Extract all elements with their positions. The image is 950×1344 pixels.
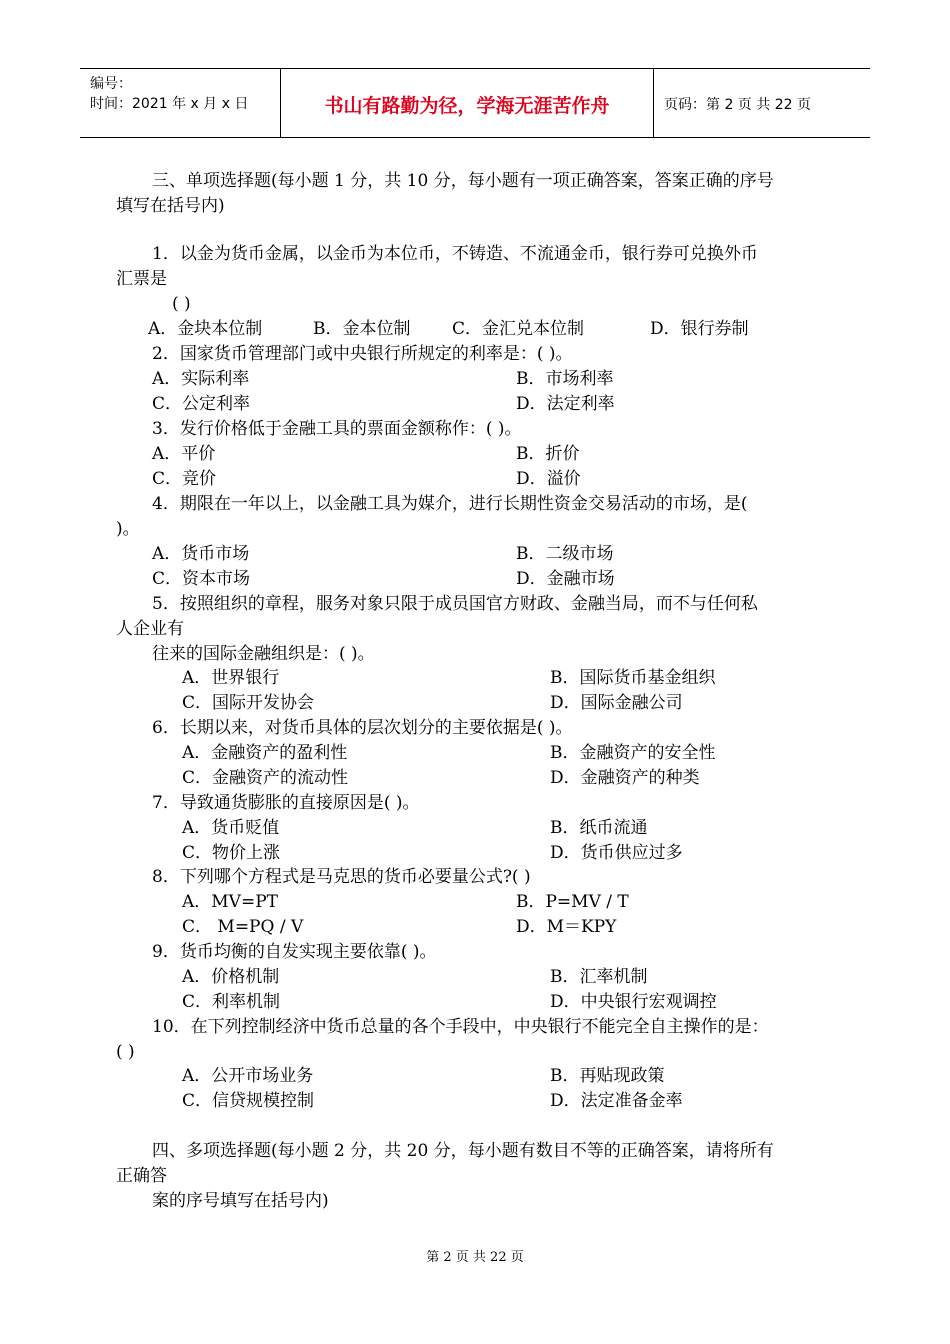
question-4-option-d: D．金融市场 (516, 569, 615, 589)
question-8-stem: 8．下列哪个方程式是马克思的货币必要量公式?( ) (152, 867, 531, 887)
question-5-stem-line3: 往来的国际金融组织是：( )。 (152, 644, 375, 664)
header-page-info: 页码：第 2 页 共 22 页 (664, 97, 811, 113)
question-3-option-a: A．平价 (152, 444, 216, 464)
question-1-option-c: C．金汇兑本位制 (452, 319, 585, 339)
question-6-option-b: B．金融资产的安全性 (550, 743, 716, 763)
question-7-option-c: C．物价上涨 (182, 843, 281, 863)
question-2-stem: 2．国家货币管理部门或中央银行所规定的利率是：( )。 (152, 344, 573, 364)
question-5-stem-line1: 5．按照组织的章程，服务对象只限于成员国官方财政、金融当局，而不与任何私 (152, 594, 758, 614)
header-motto-cell (281, 69, 654, 137)
question-10-stem-line2: ( ) (116, 1042, 135, 1062)
question-1-blank: ( ) (172, 294, 191, 314)
question-1-stem-line1: 1．以金为货币金属，以金币为本位币，不铸造、不流通金币，银行券可兑换外币 (152, 244, 758, 264)
header-page-cell (654, 69, 870, 137)
question-4-stem-line2: )。 (116, 519, 140, 539)
question-2-option-b: B．市场利率 (516, 369, 614, 389)
question-6-option-d: D．金融资产的种类 (550, 768, 700, 788)
question-3-option-b: B．折价 (516, 444, 580, 464)
question-10-option-a: A．公开市场业务 (182, 1066, 314, 1086)
question-7-option-b: B．纸币流通 (550, 818, 648, 838)
header-left-cell (80, 69, 281, 137)
question-9-option-c: C．利率机制 (182, 992, 281, 1012)
question-10-option-c: C．信贷规模控制 (182, 1091, 315, 1111)
question-9-option-b: B．汇率机制 (550, 967, 648, 987)
question-8-option-b: B．P=MV / T (516, 892, 629, 912)
question-5-stem-line2: 人企业有 (116, 619, 184, 639)
question-4-stem-line1: 4．期限在一年以上，以金融工具为媒介，进行长期性资金交易活动的市场，是( (152, 494, 748, 514)
question-1-option-a: A．金块本位制 (148, 319, 263, 339)
question-2-option-d: D．法定利率 (516, 394, 615, 414)
section4-title-line3: 案的序号填写在括号内) (152, 1191, 329, 1211)
question-7-stem: 7．导致通货膨胀的直接原因是( )。 (152, 793, 420, 813)
question-9-stem: 9．货币均衡的自发实现主要依靠( )。 (152, 942, 437, 962)
question-3-option-c: C．竞价 (152, 469, 217, 489)
question-1-stem-line2: 汇票是 (116, 269, 167, 289)
question-5-option-c: C．国际开发协会 (182, 693, 315, 713)
question-5-option-b: B．国际货币基金组织 (550, 668, 716, 688)
document-header (80, 68, 870, 138)
question-1-option-b: B．金本位制 (313, 319, 411, 339)
serial-label: 编号： (90, 76, 132, 92)
question-10-option-d: D．法定准备金率 (550, 1091, 683, 1111)
question-8-option-c: C． M=PQ / V (182, 917, 304, 937)
page-footer: 第 2 页 共 22 页 (426, 1250, 524, 1265)
question-9-option-a: A．价格机制 (182, 967, 280, 987)
section4-title-line2: 正确答 (116, 1166, 167, 1186)
section3-title-line1: 三、单项选择题(每小题 1 分，共 10 分，每小题有一项正确答案，答案正确的序号 (152, 171, 774, 191)
question-9-option-d: D．中央银行宏观调控 (550, 992, 717, 1012)
question-1-option-d: D．银行券制 (650, 319, 749, 339)
question-7-option-d: D．货币供应过多 (550, 843, 683, 863)
question-4-option-a: A．货币市场 (152, 544, 250, 564)
question-8-option-a: A．MV=PT (182, 892, 278, 912)
question-5-option-d: D．国际金融公司 (550, 693, 683, 713)
question-2-option-c: C．公定利率 (152, 394, 251, 414)
time-label: 时间：2021 年 x 月 x 日 (90, 96, 249, 112)
question-6-option-a: A．金融资产的盈利性 (182, 743, 348, 763)
question-3-stem: 3．发行价格低于金融工具的票面金额称作：( )。 (152, 419, 522, 439)
question-6-stem: 6．长期以来，对货币具体的层次划分的主要依据是( )。 (152, 718, 573, 738)
question-8-option-d: D．M＝KPY (516, 917, 617, 937)
section4-title-line1: 四、多项选择题(每小题 2 分，共 20 分，每小题有数目不等的正确答案，请将所有 (152, 1141, 774, 1161)
question-10-stem-line1: 10．在下列控制经济中货币总量的各个手段中，中央银行不能完全自主操作的是： (152, 1017, 769, 1037)
question-3-option-d: D．溢价 (516, 469, 581, 489)
section3-title-line2: 填写在括号内) (116, 196, 225, 216)
question-10-option-b: B．再贴现政策 (550, 1066, 665, 1086)
question-7-option-a: A．货币贬值 (182, 818, 280, 838)
question-6-option-c: C．金融资产的流动性 (182, 768, 349, 788)
question-2-option-a: A．实际利率 (152, 369, 250, 389)
header-motto: 书山有路勤为径，学海无涯苦作舟 (324, 95, 610, 117)
question-5-option-a: A．世界银行 (182, 668, 280, 688)
question-4-option-c: C．资本市场 (152, 569, 251, 589)
question-4-option-b: B．二级市场 (516, 544, 614, 564)
